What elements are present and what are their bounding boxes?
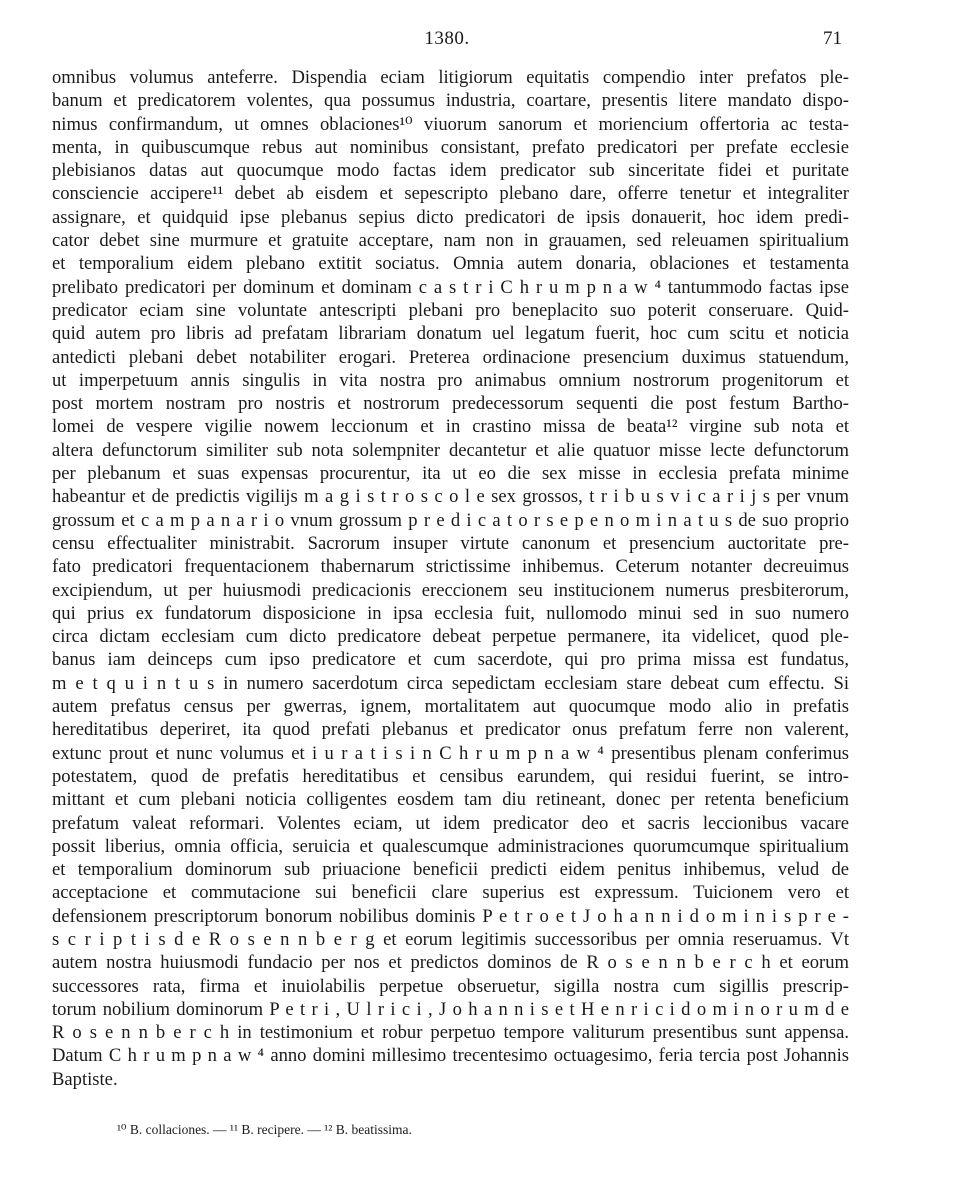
text-line: banum et predicatorem volentes, qua possumus industria, coartare, presentis litere mandato dispo- (52, 90, 849, 112)
text-line: cator debet sine murmure et gratuite acceptare, nam non in grauamen, sed releuamen spiritualium (52, 230, 849, 252)
text-line: post mortem nostram pro nostris et nostrorum predecessorum sequenti die post festum Bartho- (52, 393, 849, 415)
text-line: predicator eciam sine voluntate antescripti plebani pro beneplacito suo poterit conseruare. Quid- (52, 299, 849, 321)
text-line: qui prius ex fundatorum disposicione in ipsa ecclesia fuit, nullomodo minui sed in suo numero (52, 602, 849, 624)
text-line: lomei de vespere vigilie nowem leccionum et in crastino missa de beata¹² virgine sub nota et (52, 416, 849, 438)
text-line: antedicti plebani debet notabiliter erogari. Preterea ordinacione presencium duximus statuendum, (52, 346, 849, 368)
page-header (52, 28, 842, 54)
text-line: acceptacione et commutacione sui beneficii clare superius est expressum. Tuicionem vero et (52, 882, 849, 904)
text-line: grossum et c a m p a n a r i o vnum grossum p r e d i c a t o r s e p e n o m i n a t u s de suo proprio (52, 509, 849, 531)
text-line: m e t q u i n t u s in numero sacerdotum circa sepedictam ecclesiam stare debeat cum effectu. Si (52, 672, 849, 694)
text-line: menta, in quibuscumque rebus aut nominibus consistant, prefato predicatori per prefate ecclesie (52, 136, 849, 158)
text-line: R o s e n n b e r c h in testimonium et robur perpetuo tempore valiturum presentibus sunt appensa. (52, 1022, 849, 1044)
text-line: extunc prout et nunc volumus et i u r a t i s i n C h r u m p n a w ⁴ presentibus plenam conferimus (52, 742, 849, 764)
text-line: quid autem pro libris ad prefatam librariam donatum uel legatum fuerit, hoc cum scitu et noticia (52, 323, 849, 345)
text-line: fato predicatori frequentacionem thabernarum strictissime inhibemus. Ceterum notanter decreuimus (52, 556, 849, 578)
text-line: per plebanum et suas expensas procurentur, ita ut eo die sex misse in ecclesia prefata minime (52, 463, 849, 485)
text-line: altera defunctorum similiter sub nota solempniter decantetur et alie quatuor misse lecte defunctorum (52, 439, 849, 461)
text-line: mittant et cum plebani noticia colligentes eosdem tam diu retineant, donec per retenta beneficium (52, 789, 849, 811)
text-line: prelibato predicatori per dominum et dominam c a s t r i C h r u m p n a w ⁴ tantummodo factas ipse (52, 276, 849, 298)
text-line: nimus confirmandum, ut omnes oblaciones¹⁰ viuorum sanorum et moriencium offertoria ac testa- (52, 113, 849, 135)
text-line: autem nostra huiusmodi fundacio per nos et predictos dominos de R o s e n n b e r c h et eorum (52, 952, 849, 974)
text-line: Baptiste. (52, 1068, 118, 1090)
text-line: et temporalium dominorum sub priuacione beneficii predicti eidem penitus inhibemus, velud de (52, 859, 849, 881)
text-line: habeantur et de predictis vigilijs m a g i s t r o s c o l e sex grossos, t r i b u s v i c a r i j s per vnum (52, 486, 849, 508)
text-line: et temporalium eidem plebano extitit sociatus. Omnia autem donaria, oblaciones et testamenta (52, 253, 849, 275)
text-line: prefatum valeat reformari. Volentes eciam, ut idem predicator deo et sacris leccionibus vacare (52, 812, 849, 834)
footnotes: ¹⁰ B. collaciones. — ¹¹ B. recipere. — ¹² B. beatissima. (117, 1122, 412, 1137)
running-head-year: 1380. (424, 28, 470, 49)
text-line: potestatem, quod de prefatis hereditatibus et censibus earundem, qui residui fuerint, se intro- (52, 765, 849, 787)
text-line: possit liberius, omnia officia, seruicia et qualescumque administraciones quorumcumque spiritualium (52, 835, 849, 857)
text-line: autem prefatus census per gwerras, ignem, mortalitatem aut quocumque modo alio in prefatis (52, 696, 849, 718)
text-line: censu effectualiter ministrabit. Sacrorum insuper virtute canonum et presencium auctoritate pre- (52, 532, 849, 554)
text-line: consciencie accipere¹¹ debet ab eisdem et sepescripto plebano dare, offerre tenetur et integraliter (52, 183, 849, 205)
text-line: excipiendum, ut per huiusmodi predicacionis ereccionem seu institucionem numerus presbiterorum, (52, 579, 849, 601)
text-line: defensionem prescriptorum bonorum nobilibus dominis P e t r o e t J o h a n n i d o m i n i s p r e - (52, 905, 849, 927)
text-line: plebisianos datas aut quocumque modo factas idem predicator sub sinceritate fidei et puritate (52, 160, 849, 182)
text-line: s c r i p t i s d e R o s e n n b e r g et eorum legitimis successoribus per omnia reseruamus. Vt (52, 928, 849, 950)
text-line: assignare, et quidquid ipse plebanus sepius dicto predicatori de ipsis donauerit, hoc idem predi- (52, 206, 849, 228)
text-line: torum nobilium dominorum P e t r i , U l r i c i , J o h a n n i s e t H e n r i c i d o m i n o r u m d e (52, 998, 849, 1020)
text-line: banus iam deinceps cum ipso predicatore et cum sacerdote, qui pro prima missa est fundatus, (52, 649, 849, 671)
text-line: successores rata, firma et inuiolabilis perpetue obseruetur, sigilla nostra cum sigillis prescrip- (52, 975, 849, 997)
text-line: circa dictam ecclesiam cum dicto predicatore debeat perpetue permanere, ita videlicet, quod ple- (52, 626, 849, 648)
page-number: 71 (823, 28, 842, 49)
text-line: ut imperpetuum annis singulis in vita nostra pro animabus omnium nostrorum progenitorum et (52, 369, 849, 391)
text-line: Datum C h r u m p n a w ⁴ anno domini millesimo trecentesimo octuagesimo, feria tercia post Johannis (52, 1045, 849, 1067)
text-line: hereditatibus deperiret, ita quod prefati plebanus et predicator onus prefatum ferre non valerent, (52, 719, 849, 741)
charter-text (52, 66, 849, 1091)
text-line: omnibus volumus anteferre. Dispendia eciam litigiorum equitatis compendio inter prefatos ple- (52, 67, 849, 88)
